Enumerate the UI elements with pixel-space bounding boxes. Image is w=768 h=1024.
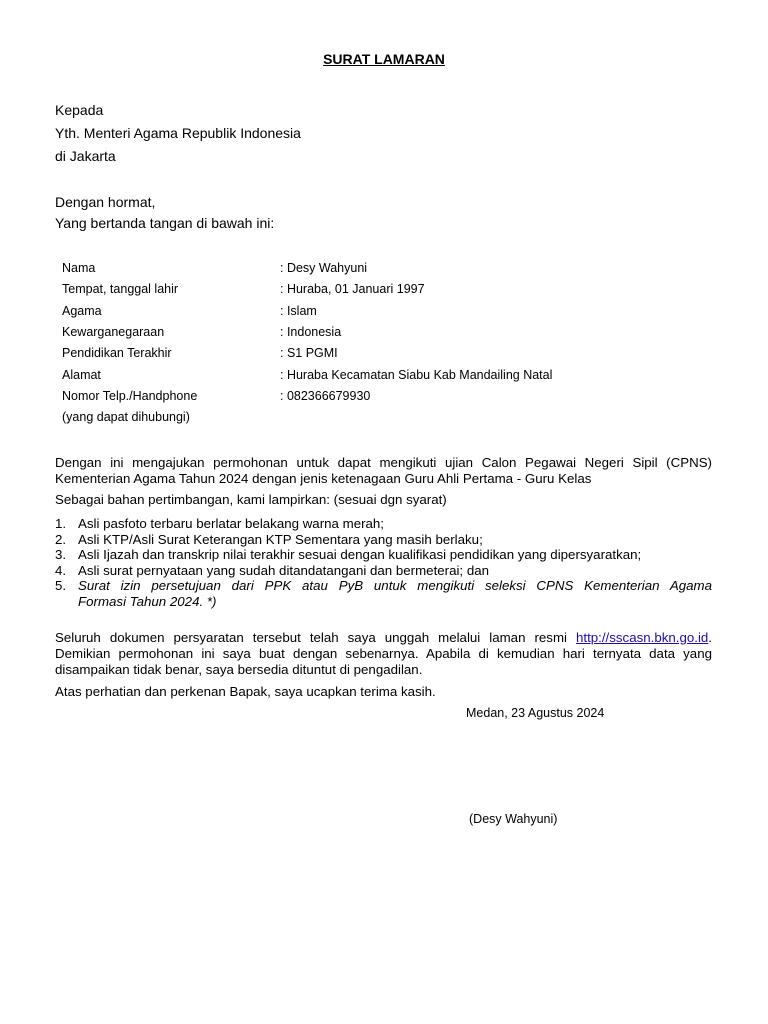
- list-text-line-2: Formasi Tahun 2024. *): [78, 593, 217, 609]
- list-item: [55, 547, 712, 563]
- declaration-line-1: [55, 630, 712, 646]
- list-text: Asli Ijazah dan transkrip nilai terakhir sesuai dengan kualifikasi pendidikan yang dipersyaratkan;: [78, 547, 642, 562]
- identity-label-name: Nama: [62, 261, 96, 275]
- declaration-paragraph: [55, 630, 712, 678]
- identity-value-phone: : 082366679930: [280, 389, 371, 403]
- declaration-pre-link: Seluruh dokumen persyaratan tersebut telah saya unggah melalui laman resmi: [55, 630, 576, 645]
- recipient-line-3: di Jakarta: [55, 148, 116, 164]
- list-text: Asli pasfoto terbaru berlatar belakang warna merah;: [78, 516, 384, 531]
- identity-label-phone: Nomor Telp./Handphone: [62, 389, 198, 403]
- list-text: [78, 578, 712, 609]
- sscasn-link[interactable]: http://sscasn.bkn.go.id: [575, 630, 709, 645]
- list-number: 2.: [55, 531, 67, 547]
- identity-label-contact-note: (yang dapat dihubungi): [62, 410, 190, 424]
- declaration-line-2: Demikian permohonan ini saya buat dengan sebenarnya. Apabila di kemudian hari ternyata data yang: [55, 646, 712, 661]
- application-paragraph-line-2: Kementerian Agama Tahun 2024 dengan jenis ketenagaan Guru Ahli Pertama - Guru Kelas: [55, 471, 592, 486]
- salutation: Dengan hormat,: [55, 194, 156, 210]
- identity-value-education: : S1 PGMI: [280, 346, 338, 360]
- identity-label-citizenship: Kewarganegaraan: [62, 325, 165, 339]
- list-number: 5.: [55, 578, 67, 593]
- identity-value-religion: : Islam: [280, 304, 317, 318]
- list-text-line-1: Surat izin persetujuan dari PPK atau PyB untuk mengikuti seleksi CPNS Kementerian Agama: [78, 578, 712, 593]
- intro-text: Yang bertanda tangan di bawah ini:: [55, 215, 275, 231]
- declaration-line-3: disampaikan tidak benar, saya bersedia dituntut di pengadilan.: [55, 662, 423, 677]
- declaration-post-link: .: [708, 630, 712, 645]
- list-item: [55, 532, 712, 548]
- identity-value-address: : Huraba Kecamatan Siabu Kab Mandailing Natal: [280, 368, 553, 382]
- identity-value-citizenship: : Indonesia: [280, 325, 342, 339]
- list-item: [55, 578, 712, 609]
- list-number: 1.: [55, 516, 67, 531]
- attachments-intro: Sebagai bahan pertimbangan, kami lampirkan: (sesuai dgn syarat): [55, 492, 447, 507]
- application-paragraph: [55, 455, 712, 487]
- identity-label-birth: Tempat, tanggal lahir: [62, 282, 179, 296]
- identity-label-education: Pendidikan Terakhir: [62, 346, 172, 360]
- identity-value-birth: : Huraba, 01 Januari 1997: [280, 282, 425, 296]
- recipient-line-1: Kepada: [55, 102, 104, 118]
- place-date: Medan, 23 Agustus 2024: [466, 706, 605, 720]
- letter-title: SURAT LAMARAN: [323, 51, 445, 67]
- list-item: [55, 516, 712, 532]
- list-item: [55, 563, 712, 579]
- list-number: 3.: [55, 547, 67, 562]
- identity-value-name: : Desy Wahyuni: [280, 261, 368, 275]
- signature-name: (Desy Wahyuni): [469, 812, 558, 826]
- attachments-list: [55, 516, 712, 609]
- list-number: 4.: [55, 562, 67, 578]
- application-paragraph-line-1: Dengan ini mengajukan permohonan untuk dapat mengikuti ujian Calon Pegawai Negeri Sipil (CPNS): [55, 455, 712, 470]
- closing-text: Atas perhatian dan perkenan Bapak, saya ucapkan terima kasih.: [55, 684, 436, 699]
- recipient-line-2: Yth. Menteri Agama Republik Indonesia: [55, 125, 301, 141]
- list-text: Asli KTP/Asli Surat Keterangan KTP Sementara yang masih berlaku;: [78, 531, 483, 547]
- identity-label-religion: Agama: [62, 304, 102, 318]
- list-text: Asli surat pernyataan yang sudah ditandatangani dan bermeterai; dan: [78, 562, 490, 578]
- identity-label-address: Alamat: [62, 368, 101, 382]
